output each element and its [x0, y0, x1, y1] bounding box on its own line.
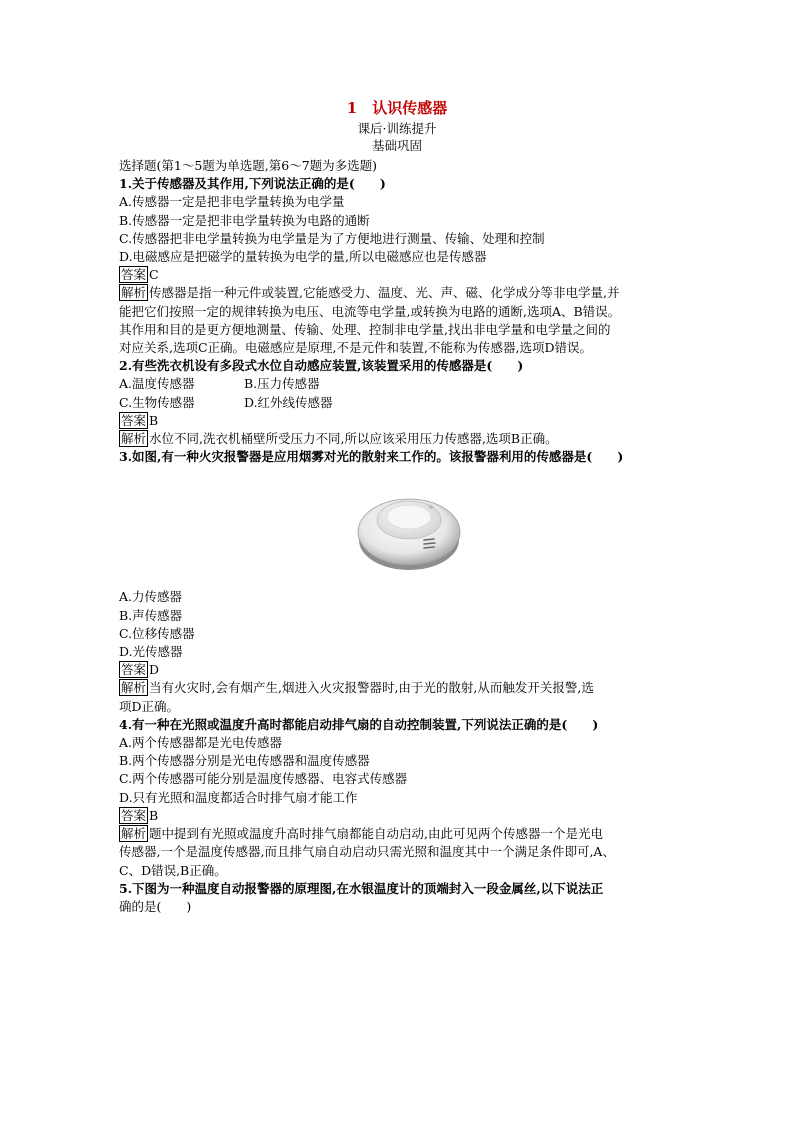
answer-tag: 答案 — [121, 412, 147, 428]
q2-options-row-2 — [119, 394, 699, 412]
q1-answer-value: C — [149, 267, 159, 283]
q4-option-c: C.两个传感器可能分别是温度传感器、电容式传感器 — [119, 771, 408, 787]
analysis-tag: 解析 — [121, 826, 147, 842]
q1-option-b: B.传感器一定是把非电学量转换为电路的通断 — [119, 212, 370, 228]
question-1-stem: 1.关于传感器及其作用,下列说法正确的是( ) — [119, 176, 386, 192]
answer-tag: 答案 — [121, 267, 147, 283]
section-heading: 基础巩固 — [371, 138, 422, 153]
q1-analysis-line-2: 能把它们按照一定的规律转换为电压、电流等电学量,或转换为电路的通断,选项A、B错误。 — [119, 303, 621, 319]
q4-option-a: A.两个传感器都是光电传感器 — [119, 735, 283, 751]
q1-analysis-line-1: 传感器是指一种元件或装置,它能感受力、温度、光、声、磁、化学成分等非电学量,并 — [149, 285, 620, 301]
q4-option-b: B.两个传感器分别是光电传感器和温度传感器 — [119, 753, 370, 769]
question-5-stem-line-1: 5.下图为一种温度自动报警器的原理图,在水银温度计的顶端封入一段金属丝,以下说法正 — [119, 880, 604, 896]
question-list — [119, 157, 699, 916]
q3-option-a: A.力传感器 — [119, 589, 183, 605]
question-3-stem: 3.如图,有一种火灾报警器是应用烟雾对光的散射来工作的。该报警器利用的传感器是( ) — [119, 449, 624, 465]
q4-option-d: D.只有光照和温度都适合时排气扇才能工作 — [119, 789, 358, 805]
q4-answer-value: B — [149, 807, 159, 823]
q2-answer-value: B — [149, 412, 159, 428]
q2-option-b: B.压力传感器 — [244, 376, 320, 392]
q1-analysis-line-4: 对应关系,选项C正确。电磁感应是原理,不是元件和装置,不能称为传感器,选项D错误。 — [119, 340, 592, 356]
q2-option-a: A.温度传感器 — [119, 376, 195, 392]
q2-options-row-1 — [119, 375, 699, 393]
q3-analysis-line-2: 项D正确。 — [119, 698, 180, 714]
analysis-tag: 解析 — [121, 431, 147, 447]
q1-answer — [119, 266, 699, 284]
q4-analysis — [119, 825, 699, 843]
q1-option-c: C.传感器把非电学量转换为电学量是为了方便地进行测量、传输、处理和控制 — [119, 230, 545, 246]
q4-answer — [119, 807, 699, 825]
analysis-tag: 解析 — [121, 285, 147, 301]
question-4-stem: 4.有一种在光照或温度升高时都能启动排气扇的自动控制装置,下列说法正确的是( ) — [119, 716, 599, 732]
q3-option-b: B.声传感器 — [119, 607, 183, 623]
subtitle: 课后·训练提升 — [357, 121, 437, 136]
q3-option-d: D.光传感器 — [119, 644, 183, 660]
q2-analysis-line-1: 水位不同,洗衣机桶壁所受压力不同,所以应该采用压力传感器,选项B正确。 — [149, 431, 558, 447]
q4-analysis-line-1: 题中提到有光照或温度升高时排气扇都能自动启动,由此可见两个传感器一个是光电 — [149, 826, 603, 842]
q1-option-d: D.电磁感应是把磁学的量转换为电学的量,所以电磁感应也是传感器 — [119, 249, 487, 265]
q4-analysis-line-2: 传感器,一个是温度传感器,而且排气扇自动启动只需光照和温度其中一个满足条件即可,A、 — [119, 844, 615, 860]
question-2-stem: 2.有些洗衣机设有多段式水位自动感应装置,该装置采用的传感器是( ) — [119, 358, 524, 374]
instruction: 选择题(第1～5题为单选题,第6～7题为多选题) — [119, 158, 378, 173]
q3-analysis-line-1: 当有火灾时,会有烟产生,烟进入火灾报警器时,由于光的散射,从而触发开关报警,选 — [149, 680, 594, 696]
q3-answer-value: D — [149, 662, 160, 678]
answer-tag: 答案 — [121, 662, 147, 678]
page-title: 1 认识传感器 — [346, 99, 448, 117]
analysis-tag: 解析 — [121, 680, 147, 696]
question-5-stem-line-2: 确的是( ) — [119, 898, 192, 914]
q3-analysis — [119, 679, 699, 697]
q3-answer — [119, 661, 699, 679]
answer-tag: 答案 — [121, 807, 147, 823]
smoke-detector-figure — [119, 470, 699, 580]
smoke-detector-image — [354, 470, 464, 580]
q2-option-d: D.红外线传感器 — [244, 394, 333, 410]
q1-analysis — [119, 284, 699, 302]
q2-answer — [119, 412, 699, 430]
q2-option-c: C.生物传感器 — [119, 394, 195, 410]
q1-analysis-line-3: 其作用和目的是更方便地测量、传输、处理、控制非电学量,找出非电学量和电学量之间的 — [119, 321, 611, 337]
q3-option-c: C.位移传感器 — [119, 625, 195, 641]
q1-option-a: A.传感器一定是把非电学量转换为电学量 — [119, 194, 345, 210]
q2-analysis — [119, 430, 699, 448]
q4-analysis-line-3: C、D错误,B正确。 — [119, 862, 227, 878]
